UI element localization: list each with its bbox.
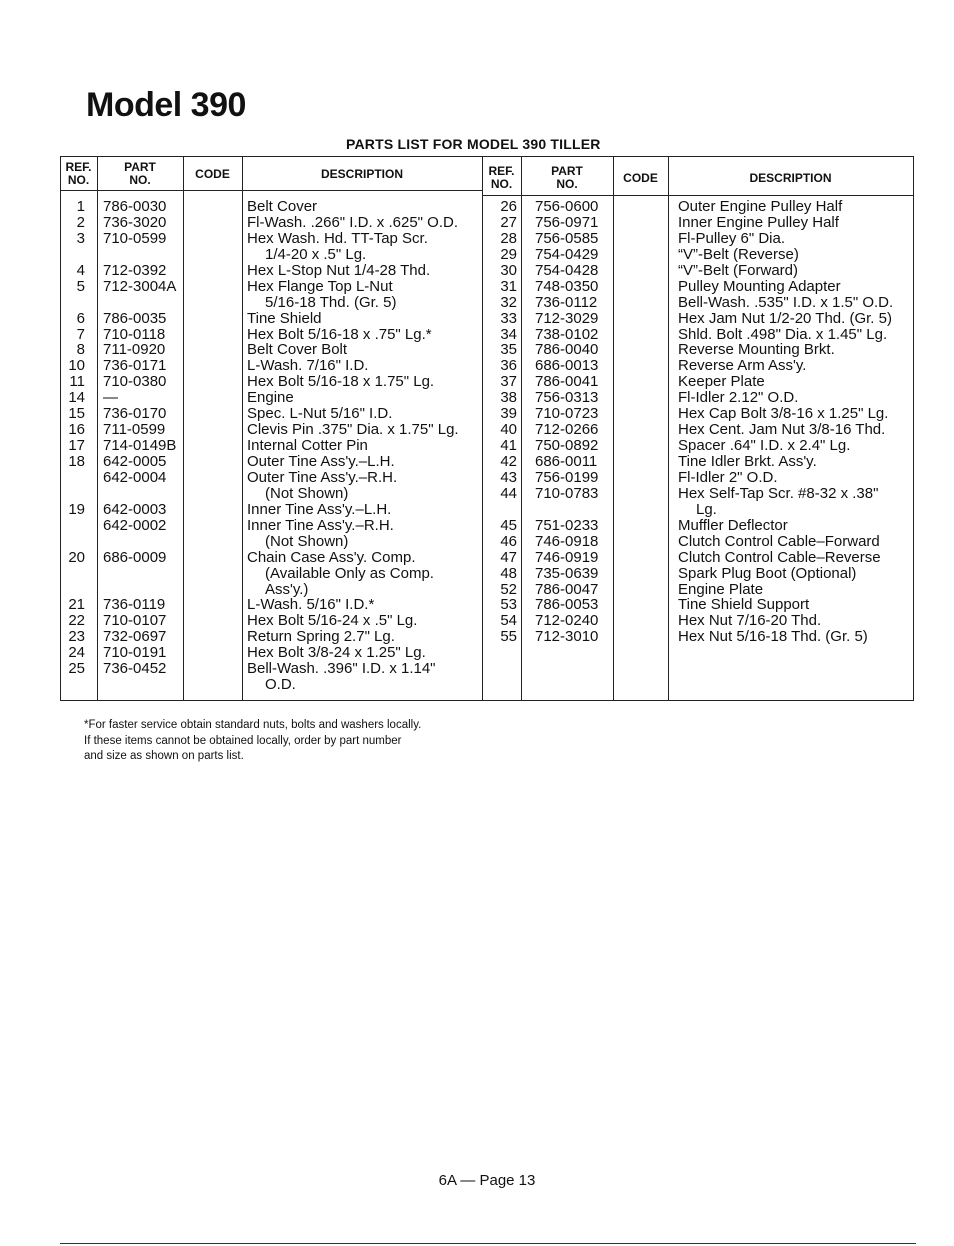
description-cell: Chain Case Ass'y. Comp. [247, 548, 416, 566]
description-cell: Belt Cover [247, 198, 318, 215]
ref-no-cell: 8 [76, 341, 85, 359]
part-no-cell: 642-0002 [103, 516, 167, 534]
part-no-cell [535, 502, 613, 518]
description-cell: Internal Cotter Pin [247, 437, 368, 455]
part-column [535, 199, 613, 645]
parts-table [60, 156, 914, 701]
ref-no-cell: 47 [500, 548, 517, 566]
description-cell: Spark Plug Boot (Optional) [678, 564, 857, 582]
table-rule [668, 157, 669, 700]
part-column [103, 199, 183, 693]
part-no-cell: 710-0191 [103, 644, 167, 662]
description-cell: Hex Bolt 5/16-18 x 1.75" Lg. [247, 373, 435, 391]
description-cell: (Not Shown) [265, 484, 349, 502]
ref-no-cell: 35 [500, 341, 517, 359]
footnote-line: If these items cannot be obtained locally, order by part number [84, 734, 402, 747]
ref-no-cell: 19 [68, 500, 85, 518]
part-no-cell: 746-0918 [535, 532, 599, 550]
description-cell: Hex Bolt 5/16-18 x .75" Lg.* [247, 325, 432, 343]
ref-no-cell: 25 [68, 660, 85, 678]
ref-no-cell: 5 [76, 277, 85, 295]
header-ref-no: REF. NO. [65, 160, 92, 187]
ref-no-cell [482, 502, 517, 518]
ref-no-cell: 41 [500, 437, 517, 455]
part-no-cell: 686-0009 [103, 548, 167, 566]
ref-column [60, 199, 85, 693]
footnote-line: *For faster service obtain standard nuts, bolts and washers locally. [84, 719, 422, 731]
part-no-cell: 754-0429 [535, 245, 599, 263]
ref-no-cell: 55 [500, 628, 517, 646]
part-no-cell: 748-0350 [535, 277, 599, 295]
part-no-cell: 786-0047 [535, 580, 599, 598]
part-no-cell: 786-0035 [103, 309, 167, 327]
part-no-cell [103, 486, 183, 502]
part-no-cell: 736-0112 [535, 293, 598, 311]
part-no-cell: — [103, 389, 118, 407]
part-no-cell: 710-0107 [103, 612, 167, 630]
part-no-cell: 710-0723 [535, 405, 599, 423]
description-cell: Engine [247, 389, 294, 407]
part-no-cell: 746-0919 [535, 548, 599, 566]
ref-no-cell [60, 677, 85, 693]
part-no-cell: 711-0599 [103, 421, 166, 439]
part-no-cell: 642-0003 [103, 500, 167, 518]
ref-no-cell: 53 [500, 596, 517, 614]
description-cell: Clutch Control Cable–Forward [678, 532, 880, 550]
description-cell: Reverse Mounting Brkt. [678, 341, 835, 359]
part-no-cell: 735-0639 [535, 564, 599, 582]
header-description: DESCRIPTION [320, 167, 403, 181]
description-cell: O.D. [265, 676, 296, 694]
part-no-cell: 736-0171 [103, 357, 167, 375]
ref-no-cell: 16 [68, 421, 85, 439]
part-no-cell: 786-0030 [103, 198, 167, 215]
description-cell: Ass'y.) [265, 580, 309, 598]
ref-no-cell: 26 [500, 198, 517, 215]
part-no-cell: 712-3004A [103, 277, 177, 295]
page-title: Model 390 [86, 86, 246, 124]
header-code: CODE [195, 167, 230, 181]
ref-no-cell: 4 [76, 261, 85, 279]
table-rule [521, 157, 522, 700]
description-cell: Bell-Wash. .535" I.D. x 1.5" O.D. [678, 293, 894, 311]
part-no-cell [103, 247, 183, 263]
description-cell: Fl-Idler 2.12" O.D. [678, 389, 799, 407]
description-cell: Hex Self-Tap Scr. #8-32 x .38" [678, 484, 879, 502]
ref-no-cell: 10 [68, 357, 85, 375]
ref-no-cell: 34 [500, 325, 517, 343]
part-no-cell: 642-0004 [103, 468, 167, 486]
part-no-cell [103, 534, 183, 550]
description-cell: 1/4-20 x .5" Lg. [265, 245, 367, 263]
ref-no-cell: 17 [68, 437, 85, 455]
part-no-cell: 686-0013 [535, 357, 599, 375]
ref-no-cell: 23 [68, 628, 85, 646]
footnote-line: and size as shown on parts list. [84, 750, 244, 762]
part-no-cell: 750-0892 [535, 437, 599, 455]
description-cell: Muffler Deflector [678, 516, 788, 534]
ref-no-cell: 43 [500, 468, 517, 486]
description-cell: Return Spring 2.7" Lg. [247, 628, 395, 646]
ref-no-cell: 39 [500, 405, 517, 423]
ref-no-cell [60, 518, 85, 534]
ref-no-cell: 22 [68, 612, 85, 630]
part-no-cell: 686-0011 [535, 453, 598, 470]
ref-no-cell: 36 [500, 357, 517, 375]
ref-no-cell: 40 [500, 421, 517, 439]
description-cell: Hex Bolt 3/8-24 x 1.25" Lg. [247, 644, 426, 662]
table-rule [242, 157, 243, 700]
part-no-cell: 712-3010 [535, 628, 599, 646]
part-no-cell: 712-0240 [535, 612, 599, 630]
part-no-cell [103, 295, 183, 311]
part-no-cell: 736-3020 [103, 213, 167, 231]
description-column [678, 199, 913, 645]
description-cell: Inner Tine Ass'y.–L.H. [247, 500, 392, 518]
part-no-cell: 711-0920 [103, 341, 166, 359]
description-cell: Hex Jam Nut 1/2-20 Thd. (Gr. 5) [678, 309, 892, 327]
description-cell: Belt Cover Bolt [247, 341, 348, 359]
description-cell: Pulley Mounting Adapter [678, 277, 841, 295]
ref-no-cell: 7 [76, 325, 85, 343]
ref-no-cell: 54 [500, 612, 517, 630]
header-ref-no: REF. NO. [488, 164, 515, 191]
description-cell: Tine Shield Support [678, 596, 810, 614]
part-no-cell: 756-0585 [535, 229, 599, 247]
part-no-cell [103, 582, 183, 598]
ref-column [482, 199, 517, 645]
description-cell: Spacer .64" I.D. x 2.4" Lg. [678, 437, 851, 455]
ref-no-cell [60, 566, 85, 582]
description-cell: Outer Tine Ass'y.–L.H. [247, 453, 395, 470]
ref-no-cell: 30 [500, 261, 517, 279]
description-cell: Hex L-Stop Nut 1/4-28 Thd. [247, 261, 431, 279]
description-cell: Engine Plate [678, 580, 764, 598]
description-cell: Fl-Idler 2" O.D. [678, 468, 778, 486]
ref-no-cell: 38 [500, 389, 517, 407]
part-no-cell [103, 566, 183, 582]
ref-no-cell: 18 [68, 453, 85, 470]
footnote [84, 718, 421, 765]
ref-no-cell: 3 [76, 229, 85, 247]
ref-no-cell: 6 [76, 309, 85, 327]
ref-no-cell [60, 470, 85, 486]
ref-no-cell: 27 [500, 213, 517, 231]
description-cell: “V”-Belt (Reverse) [678, 245, 799, 263]
description-cell: Hex Wash. Hd. TT-Tap Scr. [247, 229, 428, 247]
ref-no-cell: 32 [500, 293, 517, 311]
description-cell: “V”-Belt (Forward) [678, 261, 799, 279]
part-no-cell: 754-0428 [535, 261, 599, 279]
ref-no-cell: 20 [68, 548, 85, 566]
part-no-cell: 710-0599 [103, 229, 167, 247]
description-cell: (Not Shown) [265, 532, 349, 550]
ref-no-cell [60, 582, 85, 598]
description-cell: Reverse Arm Ass'y. [678, 357, 807, 375]
part-no-cell: 786-0040 [535, 341, 599, 359]
ref-no-cell: 37 [500, 373, 517, 391]
description-cell: Tine Shield [247, 309, 322, 327]
ref-no-cell [60, 295, 85, 311]
table-rule [97, 157, 98, 700]
description-cell: Hex Flange Top L-Nut [247, 277, 393, 295]
page-number: 6A — Page 13 [438, 1172, 536, 1189]
ref-no-cell: 48 [500, 564, 517, 582]
bottom-rule [60, 1243, 916, 1244]
description-cell: Bell-Wash. .396" I.D. x 1.14" [247, 660, 436, 678]
part-no-cell: 736-0452 [103, 660, 167, 678]
part-no-cell: 732-0697 [103, 628, 167, 646]
table-rule [613, 157, 614, 700]
header-rule [60, 190, 483, 191]
ref-no-cell: 29 [500, 245, 517, 263]
ref-no-cell [60, 486, 85, 502]
ref-no-cell: 52 [500, 580, 517, 598]
ref-no-cell: 31 [500, 277, 517, 295]
description-cell: Outer Engine Pulley Half [678, 198, 843, 215]
description-cell: Hex Nut 5/16-18 Thd. (Gr. 5) [678, 628, 868, 646]
ref-no-cell [60, 247, 85, 263]
part-no-cell: 756-0971 [535, 213, 599, 231]
ref-no-cell: 11 [69, 373, 85, 391]
ref-no-cell: 45 [500, 516, 517, 534]
ref-no-cell: 14 [68, 389, 85, 407]
ref-no-cell: 28 [500, 229, 517, 247]
description-cell: Fl-Pulley 6" Dia. [678, 229, 786, 247]
description-cell: Inner Engine Pulley Half [678, 213, 839, 231]
part-no-cell: 736-0119 [103, 596, 166, 614]
header-code: CODE [623, 171, 658, 185]
description-cell: (Available Only as Comp. [265, 564, 434, 582]
ref-no-cell: 46 [500, 532, 517, 550]
description-cell: Hex Nut 7/16-20 Thd. [678, 612, 822, 630]
description-cell: Lg. [696, 500, 717, 518]
part-no-cell: 786-0053 [535, 596, 599, 614]
part-no-cell: 642-0005 [103, 453, 167, 470]
description-cell: Shld. Bolt .498" Dia. x 1.45" Lg. [678, 325, 888, 343]
table-rule [913, 157, 914, 700]
part-no-cell: 710-0380 [103, 373, 167, 391]
part-no-cell: 751-0233 [535, 516, 599, 534]
part-no-cell: 712-0266 [535, 421, 599, 439]
description-cell: Outer Tine Ass'y.–R.H. [247, 468, 398, 486]
ref-no-cell: 1 [76, 198, 85, 215]
ref-no-cell: 15 [68, 405, 85, 423]
header-description: DESCRIPTION [749, 171, 832, 185]
part-no-cell: 756-0600 [535, 198, 599, 215]
header-part-no: PART NO. [551, 164, 583, 191]
part-no-cell: 712-0392 [103, 261, 167, 279]
part-no-cell: 756-0199 [535, 468, 599, 486]
description-cell: Hex Cap Bolt 3/8-16 x 1.25" Lg. [678, 405, 889, 423]
part-no-cell: 736-0170 [103, 405, 167, 423]
part-no-cell: 756-0313 [535, 389, 599, 407]
description-column [247, 199, 482, 693]
description-cell: L-Wash. 5/16" I.D.* [247, 596, 375, 614]
description-cell: Tine Idler Brkt. Ass'y. [678, 453, 817, 470]
ref-no-cell: 44 [500, 484, 517, 502]
description-cell: Clutch Control Cable–Reverse [678, 548, 881, 566]
part-no-cell: 786-0041 [535, 373, 599, 391]
description-cell: 5/16-18 Thd. (Gr. 5) [265, 293, 397, 311]
header-part-no: PART NO. [124, 160, 156, 187]
ref-no-cell [60, 534, 85, 550]
ref-no-cell: 33 [500, 309, 517, 327]
part-no-cell: 710-0783 [535, 484, 599, 502]
part-no-cell: 738-0102 [535, 325, 599, 343]
header-rule [482, 195, 914, 196]
description-cell: Hex Cent. Jam Nut 3/8-16 Thd. [678, 421, 886, 439]
part-no-cell: 712-3029 [535, 309, 599, 327]
ref-no-cell: 21 [68, 596, 85, 614]
description-cell: Fl-Wash. .266" I.D. x .625" O.D. [247, 213, 458, 231]
description-cell: L-Wash. 7/16" I.D. [247, 357, 369, 375]
description-cell: Inner Tine Ass'y.–R.H. [247, 516, 394, 534]
description-cell: Clevis Pin .375" Dia. x 1.75" Lg. [247, 421, 459, 439]
part-no-cell: 714-0149B [103, 437, 177, 455]
ref-no-cell: 2 [76, 213, 85, 231]
parts-list-heading: PARTS LIST FOR MODEL 390 TILLER [346, 136, 601, 152]
part-no-cell: 710-0118 [103, 325, 166, 343]
description-cell: Spec. L-Nut 5/16" I.D. [247, 405, 393, 423]
description-cell: Keeper Plate [678, 373, 765, 391]
part-no-cell [103, 677, 183, 693]
ref-no-cell: 24 [68, 644, 85, 662]
table-rule [183, 157, 184, 700]
description-cell: Hex Bolt 5/16-24 x .5" Lg. [247, 612, 418, 630]
ref-no-cell: 42 [500, 453, 517, 470]
